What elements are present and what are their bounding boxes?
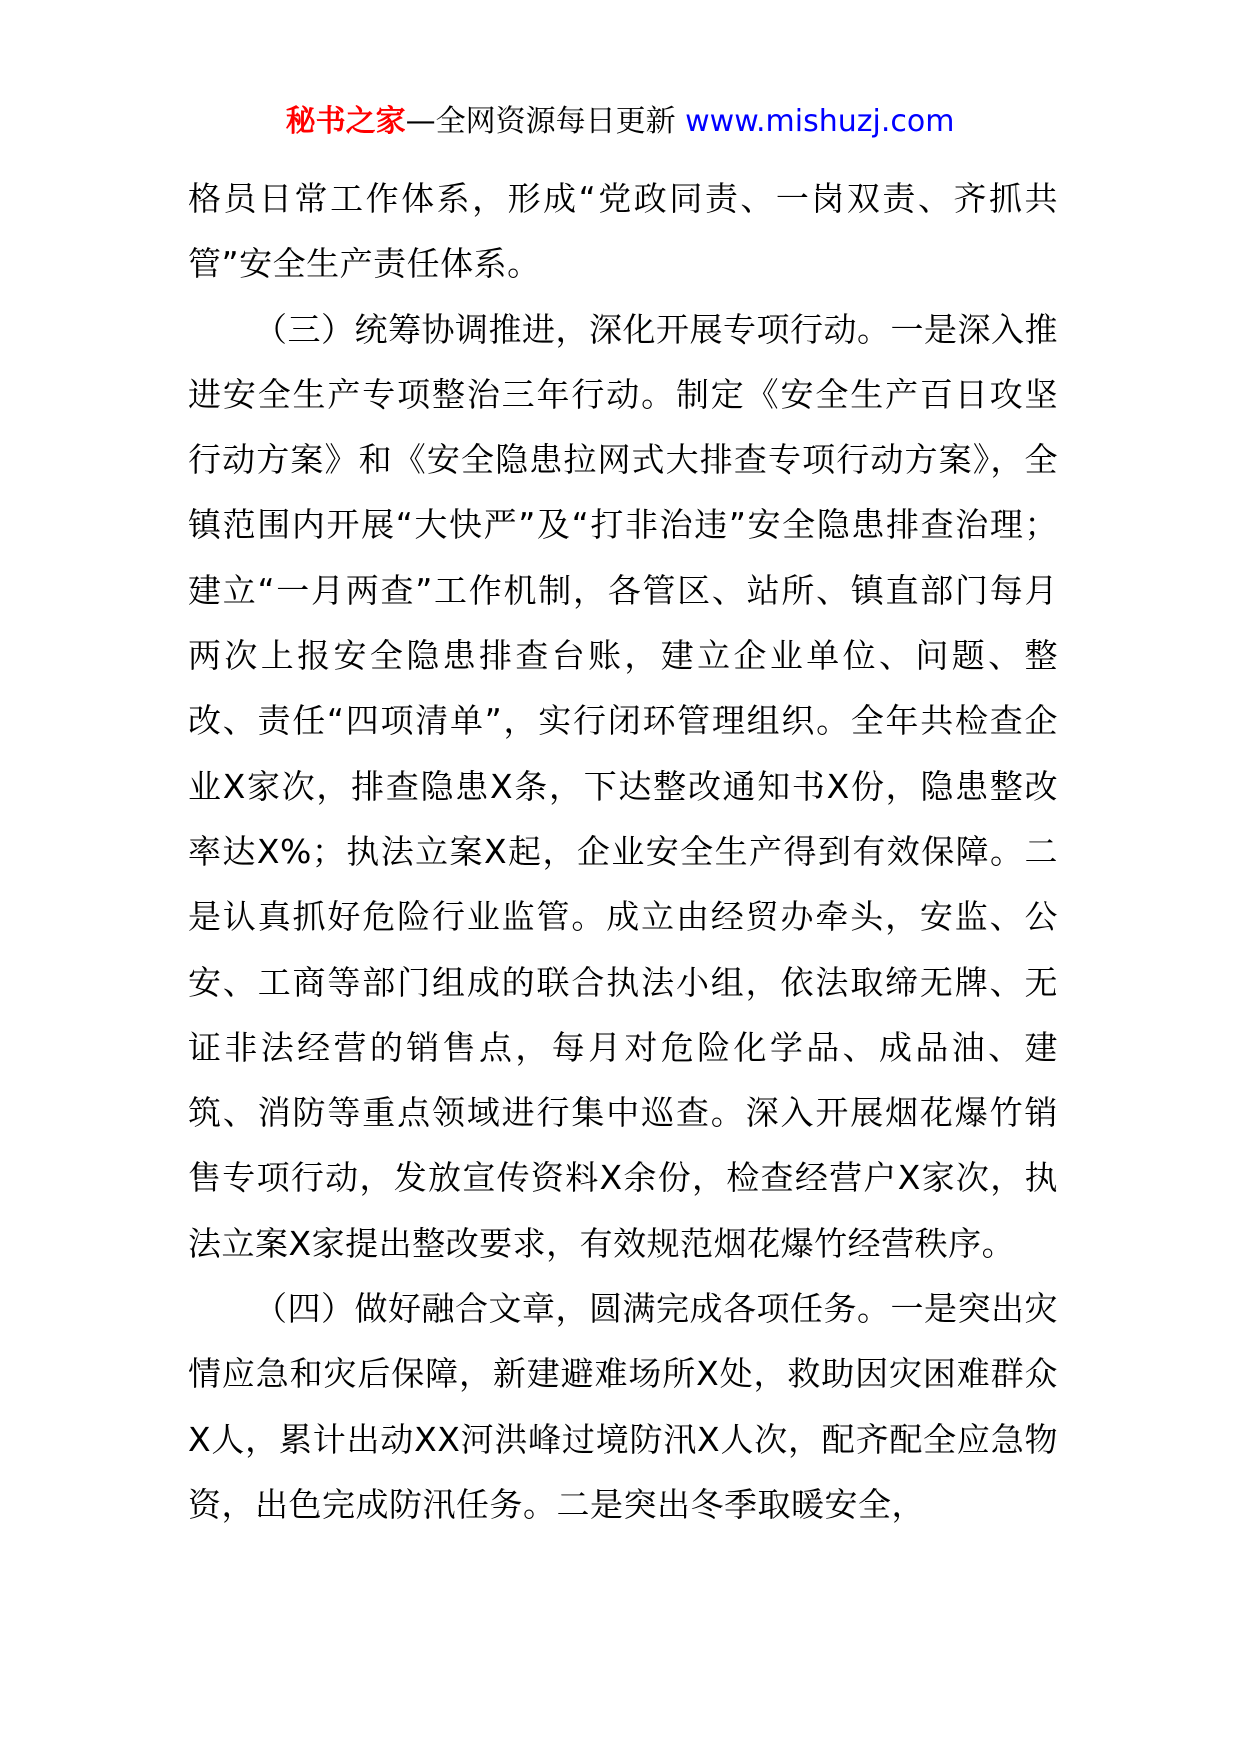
paragraph-section-4: （四）做好融合文章，圆满完成各项任务。一是突出灾情应急和灾后保障，新建避难场所X处，救助因灾困难群众X人，累计出动XX河洪峰过境防汛X人次，配齐配全应急物资，出色完成防汛任务。二是突出冬季取暖安全， bbox=[188, 1289, 1058, 1524]
header-url-link[interactable]: www.mishuzj.com bbox=[685, 104, 955, 139]
document-body bbox=[188, 166, 1058, 1537]
header-slogan: —全网资源每日更新 bbox=[405, 104, 676, 139]
paragraph-section-3: （三）统筹协调推进，深化开展专项行动。一是深入推进安全生产专项整治三年行动。制定《安全生产百日攻坚行动方案》和《安全隐患拉网式大排查专项行动方案》，全镇范围内开展“大快严”及“打非治违”安全隐患排查治理；建立“一月两查”工作机制，各管区、站所、镇直部门每月两次上报安全隐患排查台账，建立企业单位、问题、整改、责任“四项清单”，实行闭环管理组织。全年共检查企业X家次，排查隐患X条，下达整改通知书X份，隐患整改率达X%；执法立案X起，企业安全生产得到有效保障。二是认真抓好危险行业监管。成立由经贸办牵头，安监、公安、工商等部门组成的联合执法小组，依法取缔无牌、无证非法经营的销售点，每月对危险化学品、成品油、建筑、消防等重点领域进行集中巡查。深入开展烟花爆竹销售专项行动，发放宣传资料X余份，检查经营户X家次，执法立案X家提出整改要求，有效规范烟花爆竹经营秩序。 bbox=[188, 309, 1058, 1263]
header-brand: 秘书之家 bbox=[285, 104, 406, 139]
page-header bbox=[0, 100, 1240, 144]
paragraph-continuation: 格员日常工作体系，形成“党政同责、一岗双责、齐抓共管”安全生产责任体系。 bbox=[188, 179, 1058, 284]
